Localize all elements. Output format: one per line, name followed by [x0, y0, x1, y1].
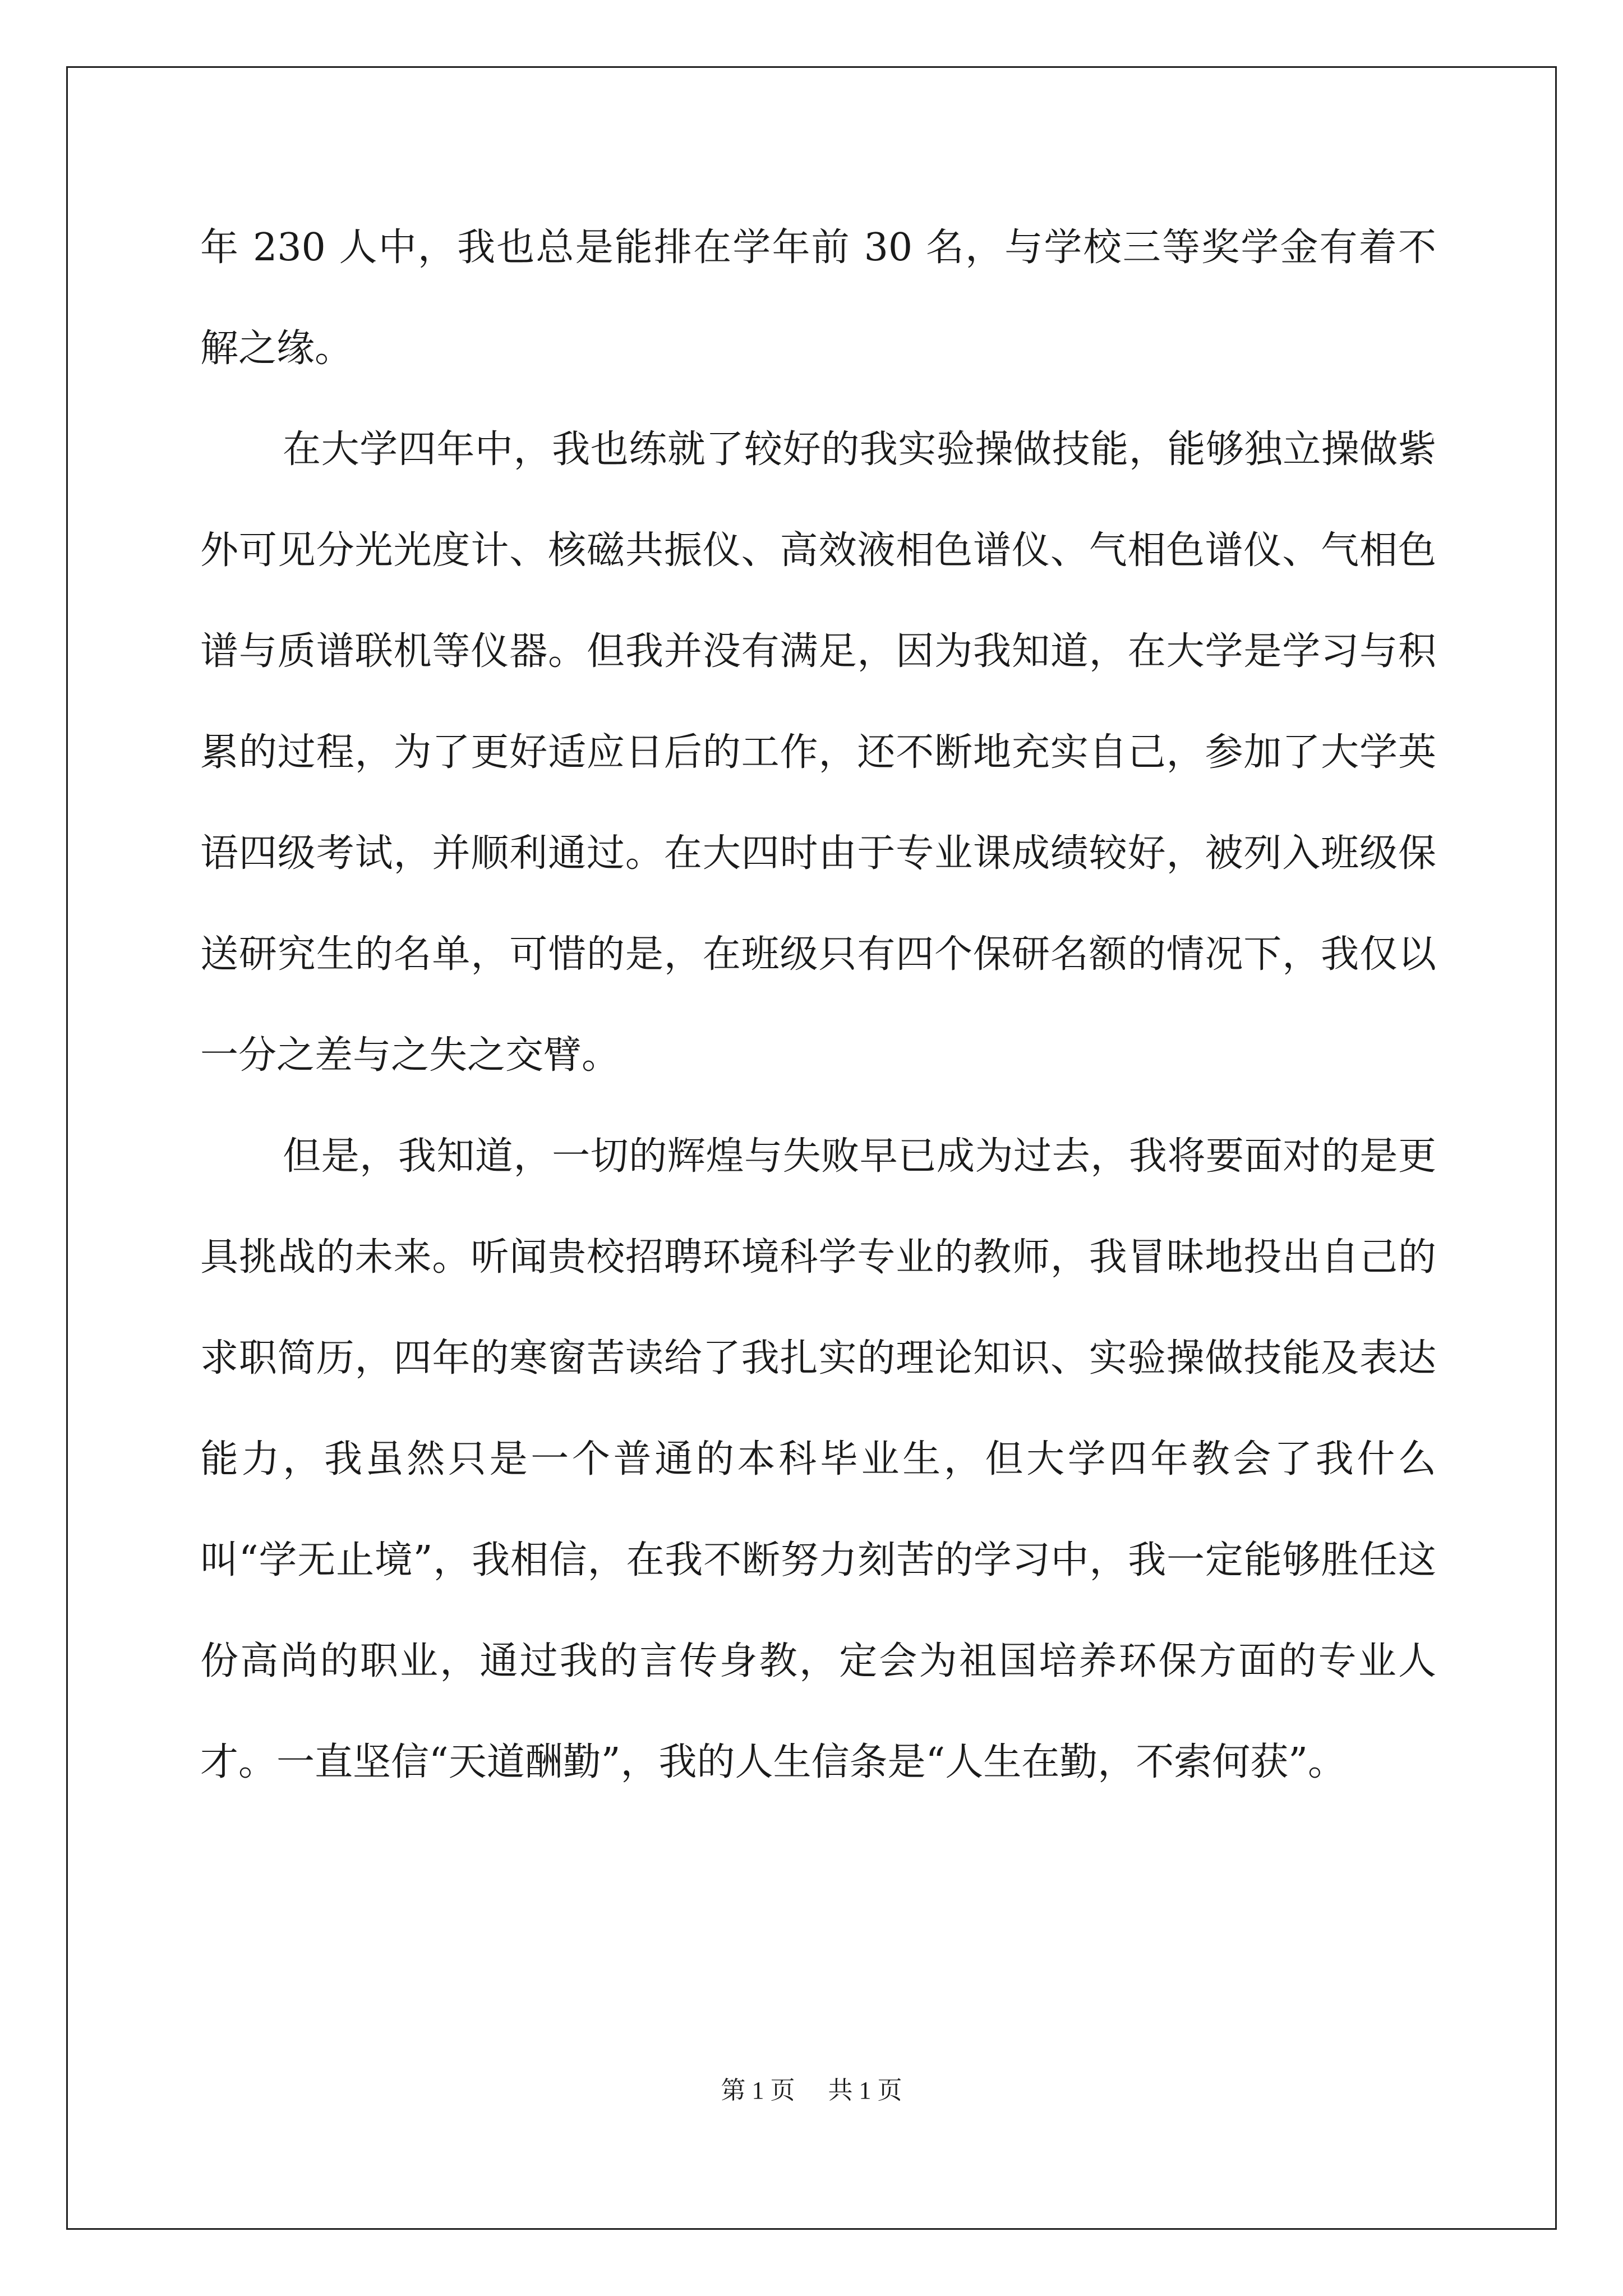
document-body — [200, 197, 1436, 1813]
paragraph-3: 但是，我知道，一切的辉煌与失败早已成为过去，我将要面对的是更具挑战的未来。听闻贵校招聘环境科学专业的教师，我冒昧地投出自己的求职简历，四年的寒窗苦读给了我扎实的理论知识、实验操做技能及表达能力，我虽然只是一个普通的本科毕业生，但大学四年教会了我什么叫“学无止境”，我相信，在我不断努力刻苦的学习中，我一定能够胜任这份高尚的职业，通过我的言传身教，定会为祖国培养环保方面的专业人才。一直坚信“天道酬勤”，我的人生信条是“人生在勤，不索何获”。 — [200, 1134, 1436, 1784]
page-total: 共 1 页 — [828, 2077, 902, 2104]
page-footer — [0, 2070, 1623, 2106]
page-number: 第 1 页 — [721, 2077, 795, 2104]
paragraph-1: 年 230 人中，我也总是能排在学年前 30 名，与学校三等奖学金有着不解之缘。 — [200, 226, 1436, 371]
paragraph-2: 在大学四年中，我也练就了较好的我实验操做技能，能够独立操做紫外可见分光光度计、核磁共振仪、高效液相色谱仪、气相色谱仪、气相色谱与质谱联机等仪器。但我并没有满足，因为我知道，在大学是学习与积累的过程，为了更好适应日后的工作，还不断地充实自己，参加了大学英语四级考试，并顺利通过。在大四时由于专业课成绩较好，被列入班级保送研究生的名单，可惜的是，在班级只有四个保研名额的情况下，我仅以一分之差与之失之交臂。 — [200, 427, 1436, 1078]
